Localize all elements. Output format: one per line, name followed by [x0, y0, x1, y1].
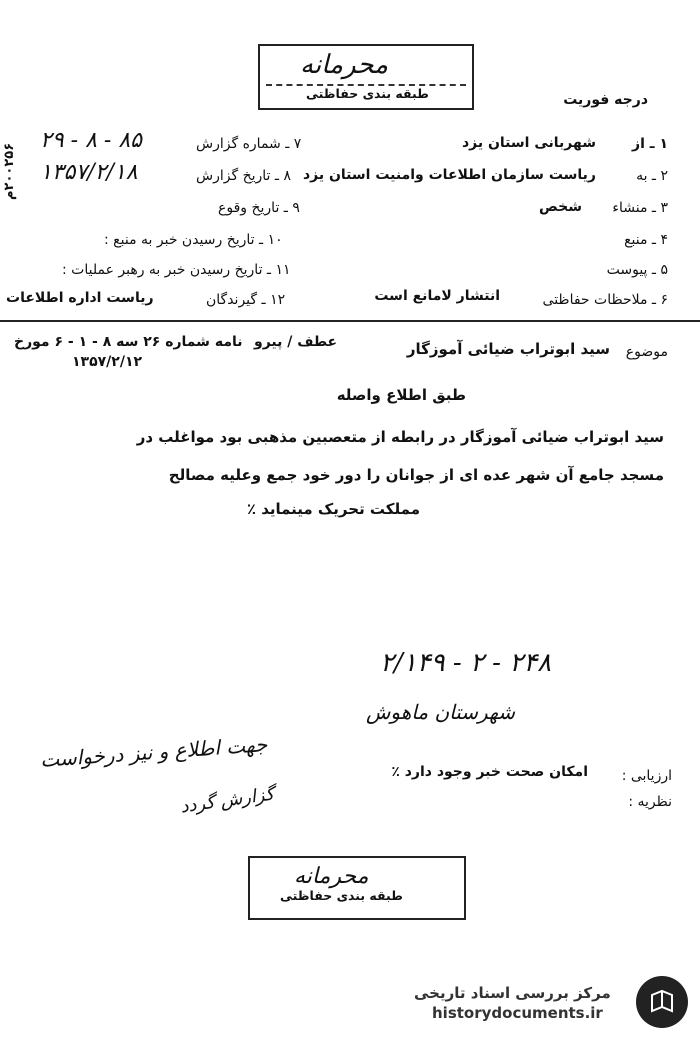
field-from-label: ۱ ـ از	[632, 136, 668, 152]
reference-label: عطف / پیرو	[254, 334, 338, 350]
classification-stamp-bottom	[248, 856, 466, 920]
recipients-label: ۱۲ ـ گیرندگان	[206, 292, 286, 308]
field-source-label: ۴ ـ منبع	[624, 232, 668, 248]
body-intro: طبق اطلاع واصله	[336, 386, 466, 404]
book-icon	[647, 987, 677, 1017]
body-line-1: سید ابوتراب ضیائی آموزگار در رابطه از متعصبین مذهبی بود مواغلب در	[136, 428, 664, 446]
handwritten-signature: شهرستان ماهوش	[366, 700, 516, 724]
report-date-value: ۱۳۵۷/۲/۱۸	[40, 160, 138, 185]
field-to-label: ۲ ـ به	[636, 168, 668, 184]
subject-label: موضوع	[625, 344, 668, 360]
reference-date: ۱۳۵۷/۲/۱۲	[72, 354, 143, 370]
field-origin-label: ۳ ـ منشاء	[612, 200, 668, 216]
urgency-label: درجه فوریت	[563, 92, 648, 108]
field-security-notes-value: انتشار لامانع است	[374, 288, 500, 304]
field-security-notes-label: ۶ ـ ملاحظات حفاظتی	[542, 292, 668, 308]
margin-note-1: جهت اطلاع و نیز درخواست	[39, 732, 269, 772]
source-receipt-date-label: ۱۰ ـ تاریخ رسیدن خبر به منبع :	[104, 232, 283, 248]
operator-receipt-date-label: ۱۱ ـ تاریخ رسیدن خبر به رهبر عملیات :	[62, 262, 291, 278]
footer-org-name: مرکز بررسی اسناد تاریخی	[414, 984, 611, 1002]
stamp-top-text: محرمانه	[300, 50, 389, 80]
report-number-value: ۸۵ - ۸ - ۲۹	[40, 128, 142, 153]
field-origin-value: شخص	[539, 199, 582, 215]
field-to-value: ریاست سازمان اطلاعات وامنیت استان یزد	[302, 167, 596, 183]
footer-logo-icon	[636, 976, 688, 1028]
evaluation-label: ارزیابی :	[621, 768, 672, 784]
report-date-label: ۸ ـ تاریخ گزارش	[196, 168, 291, 184]
handwritten-number: ۲۴۸ - ۲ - ۲/۱۴۹	[380, 648, 552, 678]
report-number-label: ۷ ـ شماره گزارش	[196, 136, 302, 152]
margin-note-2: گزارش گردد	[178, 783, 276, 818]
side-note: ۲۰۰۲۵۶م	[2, 142, 17, 200]
stamp-bottom-text: محرمانه	[294, 864, 369, 889]
classification-label-bottom: طبقه بندی حفاظتی	[280, 888, 403, 903]
header-divider	[0, 320, 700, 322]
evaluation-value: امکان صحت خبر وجود دارد ٪	[391, 764, 588, 780]
classification-label-top: طبقه بندی حفاظتی	[306, 86, 429, 101]
recipients-value: ریاست اداره اطلاعات	[6, 290, 154, 306]
classification-stamp-top	[258, 44, 474, 110]
body-line-2: مسجد جامع آن شهر عده ای از جوانان را دور خود جمع وعلیه مصالح	[168, 466, 664, 484]
field-attachment-label: ۵ ـ پیوست	[606, 262, 668, 278]
subject-value: سید ابوتراب ضیائی آموزگار	[406, 340, 610, 358]
footer-website: historydocuments.ir	[432, 1004, 603, 1022]
body-line-3: مملکت تحریک مینماید ٪	[246, 500, 420, 518]
occurrence-date-label: ۹ ـ تاریخ وقوع	[218, 200, 300, 216]
reference-value: نامه شماره ۲۶ سه ۸ - ۱ - ۶ مورخ	[14, 334, 243, 350]
field-from-value: شهربانی استان یزد	[461, 135, 596, 151]
opinion-label: نظریه :	[628, 794, 672, 810]
